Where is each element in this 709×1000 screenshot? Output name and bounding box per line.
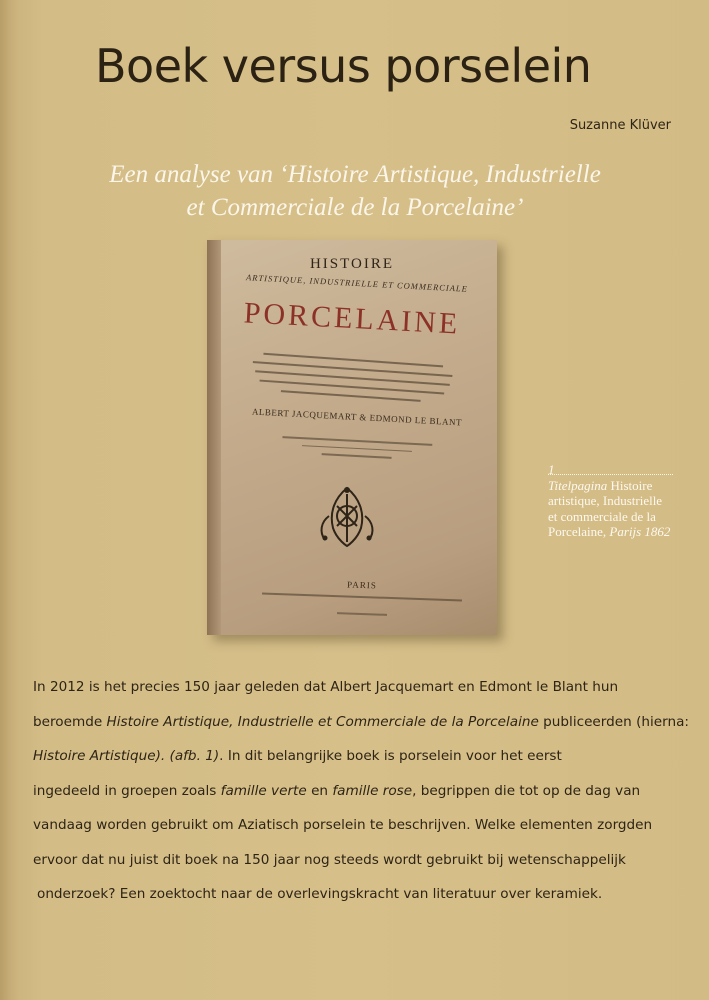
book-city: PARIS xyxy=(346,579,378,591)
book-word-porcelaine: PORCELAINE xyxy=(242,296,462,341)
caption-text-2: artistique, Industrielle xyxy=(548,493,663,508)
book-emblem-icon xyxy=(307,476,387,556)
body-line-3-a: Histoire Artistique). (afb. 1) xyxy=(33,748,220,764)
page-spine-shadow xyxy=(0,0,18,1000)
subtitle-line-2: et Commerciale de la Porcelaine’ xyxy=(186,194,524,221)
book-title-page-photo xyxy=(207,240,497,635)
book-subtitle: ARTISTIQUE, INDUSTRIELLE ET COMMERCIALE xyxy=(245,272,469,294)
caption-text-4: Porcelaine, xyxy=(548,524,610,539)
caption-rule xyxy=(548,474,673,476)
body-line-2-title: Histoire Artistique, Industrielle et Commerciale de la Porcelaine xyxy=(106,713,539,730)
figure-caption xyxy=(548,462,688,540)
book-small-lines xyxy=(266,429,447,467)
body-line-1: In 2012 is het precies 150 jaar geleden dat Albert Jacquemart en Edmont le Blant hun xyxy=(33,679,619,695)
page-title: Boek versus porselein xyxy=(95,39,592,93)
book-authors: ALBERT JACQUEMART & EDMOND LE BLANT xyxy=(251,406,463,428)
book-body-lines xyxy=(250,345,453,411)
book-word-histoire: HISTOIRE xyxy=(309,256,395,272)
book-year-line xyxy=(337,612,387,616)
caption-italic-word: Titelpagina xyxy=(548,477,608,493)
subtitle-line-1: Een analyse van ‘Histoire Artistique, Industrielle xyxy=(109,161,601,188)
caption-text-1: Histoire xyxy=(607,477,653,493)
body-line-4-famille-verte: famille verte xyxy=(220,782,307,799)
book-publisher-line xyxy=(262,593,462,602)
body-line-4-c: en xyxy=(306,782,333,799)
article-subtitle xyxy=(60,158,650,224)
body-line-7: onderzoek? Een zoektocht naar de overlevingskracht van literatuur over keramiek. xyxy=(37,886,603,902)
body-line-2-a: beroemde xyxy=(33,713,107,730)
author-name: Suzanne Klüver xyxy=(569,118,671,133)
body-line-3 xyxy=(33,739,673,774)
photo-content xyxy=(207,240,497,635)
caption-number: 1 xyxy=(548,462,555,477)
body-line-4-a: ingedeeld in groepen zoals xyxy=(33,782,221,799)
body-line-2 xyxy=(33,705,690,740)
caption-place: Parijs 1862 xyxy=(609,524,671,539)
caption-text-3: et commerciale de la xyxy=(548,508,656,524)
article-body xyxy=(33,670,690,912)
body-line-4 xyxy=(33,774,673,809)
body-line-4-e: , begrippen die tot op de dag van xyxy=(412,782,641,799)
body-line-2-c: publiceerden (hierna: xyxy=(538,713,690,730)
body-line-6: ervoor dat nu juist dit boek na 150 jaar nog steeds wordt gebruikt bij wetenschappelijk xyxy=(33,851,626,868)
body-line-5: vandaag worden gebruikt om Aziatisch porselein te beschrijven. Welke elementen zorgden xyxy=(33,817,653,833)
body-line-3-b: . In dit belangrijke boek is porselein voor het eerst xyxy=(219,748,562,764)
body-line-4-famille-rose: famille rose xyxy=(332,782,413,799)
